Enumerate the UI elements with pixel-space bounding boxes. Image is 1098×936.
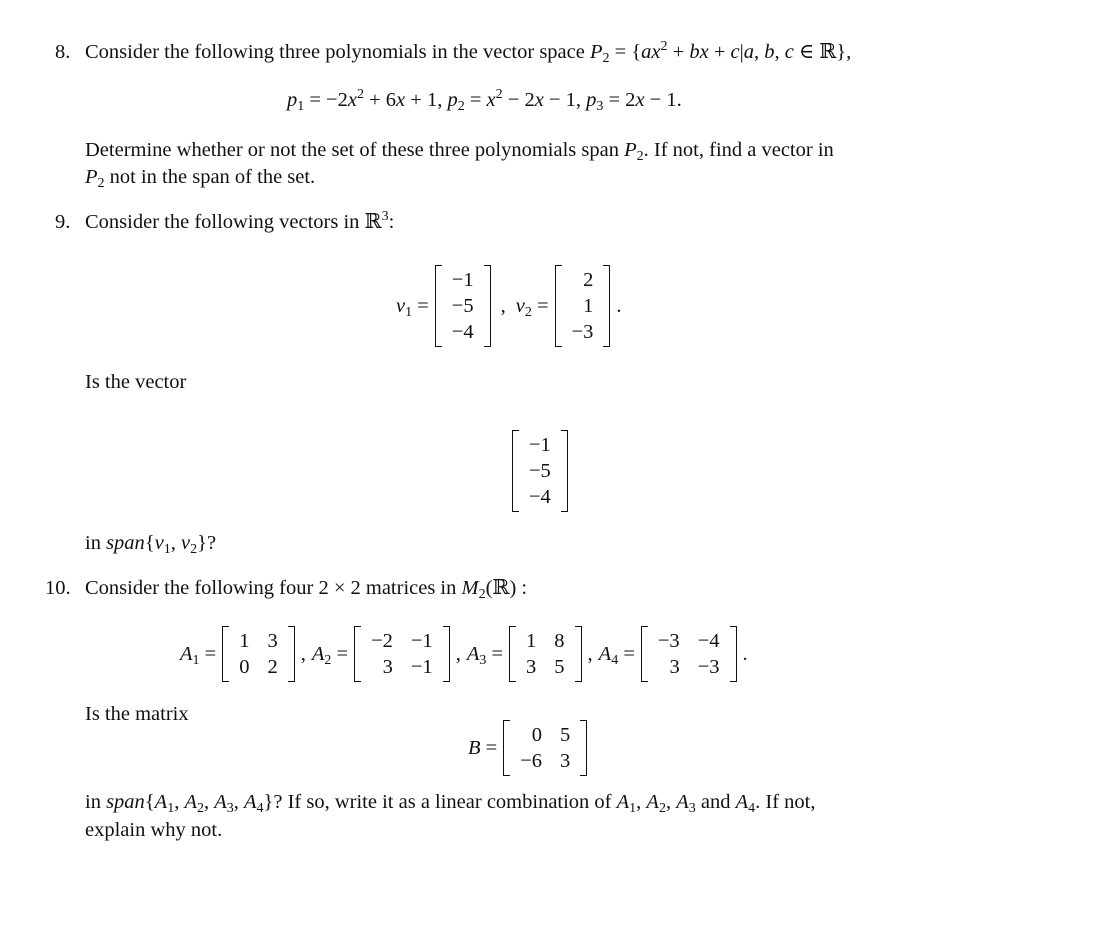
math-index: 4 [748, 801, 756, 816]
left-bracket [435, 265, 442, 347]
text-segment: , [174, 791, 185, 813]
text-segment: − 1, [543, 89, 587, 111]
A4-label [599, 643, 635, 666]
matrix-entry: 0 [239, 656, 250, 678]
math-variable: x [347, 89, 357, 111]
matrices-row [180, 624, 748, 684]
left-bracket [503, 720, 510, 776]
text-segment: . If not, [755, 791, 816, 813]
problem-number: 10. [45, 577, 71, 599]
math-variable: A [244, 791, 257, 813]
problem-8-question-cont [85, 165, 315, 189]
right-bracket [580, 720, 587, 776]
right-bracket [484, 265, 491, 347]
math-variable: ax [641, 41, 661, 63]
math-variable: A [735, 791, 749, 813]
A1-matrix [222, 626, 295, 682]
text-segment: = [199, 642, 217, 665]
problem-9-question-intro: Is the vector [85, 371, 187, 393]
matrix-entry: −4 [529, 486, 551, 508]
math-variable: A [646, 791, 659, 813]
text-segment: , [170, 532, 182, 554]
matrix-entry: −1 [410, 630, 433, 652]
math-variable: c [730, 41, 740, 63]
right-bracket [603, 265, 610, 347]
math-variable: A [616, 791, 630, 813]
text-segment: = [618, 642, 635, 665]
math-variable: A [184, 791, 197, 813]
text-segment: }? If so, write it as a linear combination of [263, 791, 617, 813]
math-variable: span [106, 791, 145, 813]
matrix-entry: 3 [560, 750, 571, 772]
v1-label [396, 295, 429, 318]
text-segment: = [331, 642, 349, 665]
text-segment: : [388, 211, 395, 233]
math-variable: a [743, 41, 754, 63]
matrix-entry: 1 [526, 630, 537, 652]
text-segment: − 1. [644, 89, 682, 111]
text-segment: = −2 [304, 89, 348, 111]
right-bracket [575, 626, 582, 682]
matrix-entry: −1 [529, 434, 551, 456]
matrix-entries [510, 720, 580, 776]
problem-number: 9. [55, 211, 71, 233]
comma: , [455, 642, 461, 665]
math-variable: B [468, 736, 481, 759]
math-index: 3 [226, 801, 234, 816]
math-variable: v [181, 532, 191, 554]
A3-matrix [509, 626, 582, 682]
matrix-entries [229, 626, 288, 682]
text-segment: = [480, 736, 498, 759]
math-index: 2 [658, 801, 666, 816]
matrix-entry: −6 [520, 750, 543, 772]
math-variable: c [784, 41, 794, 63]
matrix-entry: 3 [382, 656, 393, 678]
math-variable: x [486, 89, 496, 111]
problem-10-question [85, 790, 815, 814]
right-bracket [730, 626, 737, 682]
matrix-entry: 8 [554, 630, 565, 652]
matrix-entry: −4 [697, 630, 720, 652]
text-segment: Consider the following three polynomials in the vector space [85, 41, 590, 63]
matrix-entry: −5 [451, 295, 474, 317]
math-variable: v [154, 532, 164, 554]
matrix-entry: −2 [371, 630, 393, 652]
text-segment: = { [609, 41, 642, 63]
text-segment: = [486, 642, 504, 665]
math-variable: P [589, 41, 603, 63]
text-segment: in [85, 791, 107, 813]
math-variable: A [311, 642, 325, 665]
text-segment: + 6 [363, 89, 397, 111]
math-index: 1 [192, 652, 200, 668]
text-segment: − 2 [502, 89, 535, 111]
matrix-entry: 3 [267, 630, 278, 652]
text-segment: | [739, 41, 744, 63]
period: . [616, 294, 622, 317]
problem-9-question-end [85, 531, 216, 555]
left-bracket [354, 626, 361, 682]
A1-label [180, 643, 216, 666]
B-label [468, 737, 497, 760]
math-index: 1 [297, 99, 305, 114]
text-segment: = [412, 294, 429, 317]
problem-number: 8. [55, 41, 71, 63]
math-variable: A [214, 791, 227, 813]
matrix-entries [519, 430, 561, 512]
math-variable: A [676, 791, 689, 813]
text-segment: Determine whether or not the set of these three polynomials span [85, 139, 625, 161]
text-segment: = [464, 89, 487, 111]
matrix-entry: 2 [583, 269, 594, 291]
left-bracket [509, 626, 516, 682]
text-segment: + [667, 41, 690, 63]
matrix-entry: 5 [554, 656, 565, 678]
matrix-entry: −4 [451, 321, 474, 343]
matrix-entry: 3 [526, 656, 537, 678]
A4-matrix [641, 626, 737, 682]
text-segment: , [665, 791, 677, 813]
math-index: 3 [688, 801, 696, 816]
right-bracket [443, 626, 450, 682]
math-variable: M [461, 577, 479, 599]
text-segment: }? [197, 532, 217, 554]
math-index: 1 [405, 304, 413, 320]
math-index: 2 [478, 587, 486, 602]
math-variable: x [396, 89, 406, 111]
math-index: 2 [457, 99, 465, 114]
math-variable: A [180, 642, 193, 665]
text-segment: + [708, 41, 731, 63]
text-segment: , [636, 791, 647, 813]
math-variable: A [154, 791, 168, 813]
math-variable: P [624, 139, 637, 161]
problem-10-question-cont: explain why not. [85, 819, 223, 841]
text-segment: { [144, 532, 155, 554]
comma: , [587, 642, 593, 665]
matrix-entry: −3 [571, 321, 594, 343]
text-segment: , [753, 41, 765, 63]
matrix-entry: −5 [529, 460, 551, 482]
matrix-entry: 3 [669, 656, 680, 678]
text-segment: in [85, 532, 107, 554]
text-segment: , [233, 791, 244, 813]
left-bracket [555, 265, 562, 347]
right-bracket [288, 626, 295, 682]
v1-vector [435, 265, 491, 347]
text-segment: (ℝ) : [485, 577, 528, 599]
A2-label [312, 643, 348, 666]
problem-8-statement [85, 40, 851, 64]
right-bracket [561, 430, 568, 512]
matrix-entry: 5 [560, 724, 571, 746]
math-variable: p [586, 89, 597, 111]
math-variable: span [106, 532, 145, 554]
text-segment: , [203, 791, 215, 813]
A2-matrix [354, 626, 450, 682]
left-bracket [222, 626, 229, 682]
math-variable: v [396, 294, 406, 317]
period: . [742, 642, 748, 665]
polynomials-equation [287, 88, 682, 112]
math-index: 2 [196, 801, 204, 816]
math-index: 3 [596, 99, 604, 114]
query-vector-row [506, 427, 574, 515]
text-segment: not in the span of the set. [104, 166, 316, 188]
matrix-entry: −1 [410, 656, 433, 678]
matrix-entries [361, 626, 443, 682]
text-segment: = 2 [603, 89, 636, 111]
math-variable: p [447, 89, 458, 111]
math-variable: b [764, 41, 775, 63]
math-variable: v [515, 294, 525, 317]
math-index: 2 [190, 542, 198, 557]
math-index: 1 [629, 801, 637, 816]
text-segment: ∈ ℝ}, [793, 41, 852, 63]
v2-label [516, 295, 549, 318]
math-index: 2 [524, 304, 532, 320]
A3-label [467, 643, 503, 666]
matrix-B-row [468, 719, 593, 777]
math-index: 2 [324, 652, 332, 668]
matrix-entry: 2 [267, 656, 278, 678]
B-matrix [503, 720, 587, 776]
problem-10-question-intro: Is the matrix [85, 703, 189, 725]
math-index: 2 [660, 39, 668, 54]
matrix-entry: −3 [657, 630, 680, 652]
math-variable: x [635, 89, 645, 111]
math-index: 1 [167, 801, 175, 816]
math-variable: A [466, 642, 480, 665]
math-index: 2 [495, 87, 503, 102]
math-variable: P [85, 166, 98, 188]
math-index: 4 [611, 652, 619, 668]
math-index: 2 [602, 51, 610, 66]
text-segment: = [531, 294, 549, 317]
matrix-entry: 1 [239, 630, 250, 652]
query-vector [512, 430, 568, 512]
text-segment: Consider the following four 2 × 2 matrices in [85, 577, 462, 599]
math-index: 2 [356, 87, 364, 102]
text-segment: { [144, 791, 155, 813]
comma: , [300, 642, 306, 665]
matrix-entries [516, 626, 575, 682]
math-variable: p [287, 89, 298, 111]
v2-vector [555, 265, 611, 347]
math-variable: A [598, 642, 612, 665]
math-index: 4 [256, 801, 264, 816]
problem-8-question [85, 138, 834, 162]
left-bracket [512, 430, 519, 512]
problem-10-statement [85, 576, 527, 600]
matrix-entry: 1 [583, 295, 594, 317]
problem-9-statement [85, 210, 394, 234]
text-segment: . If not, find a vector in [643, 139, 834, 161]
text-segment: Consider the following vectors in ℝ [85, 211, 382, 233]
math-variable: bx [689, 41, 709, 63]
matrix-entry: −3 [697, 656, 720, 678]
math-index: 2 [97, 176, 105, 191]
matrix-entries [442, 265, 484, 347]
matrix-entries [648, 626, 730, 682]
left-bracket [641, 626, 648, 682]
vectors-v1-v2 [396, 262, 621, 350]
text-segment: and [695, 791, 736, 813]
math-index: 2 [636, 149, 644, 164]
math-index: 1 [163, 542, 171, 557]
math-index: 3 [479, 652, 487, 668]
math-variable: x [534, 89, 544, 111]
matrix-entry: 0 [531, 724, 543, 746]
comma: , [500, 294, 506, 317]
matrix-entry: −1 [451, 269, 474, 291]
text-segment: , [774, 41, 785, 63]
text-segment: + 1, [405, 89, 448, 111]
math-index: 3 [381, 209, 389, 224]
matrix-entries [562, 265, 604, 347]
